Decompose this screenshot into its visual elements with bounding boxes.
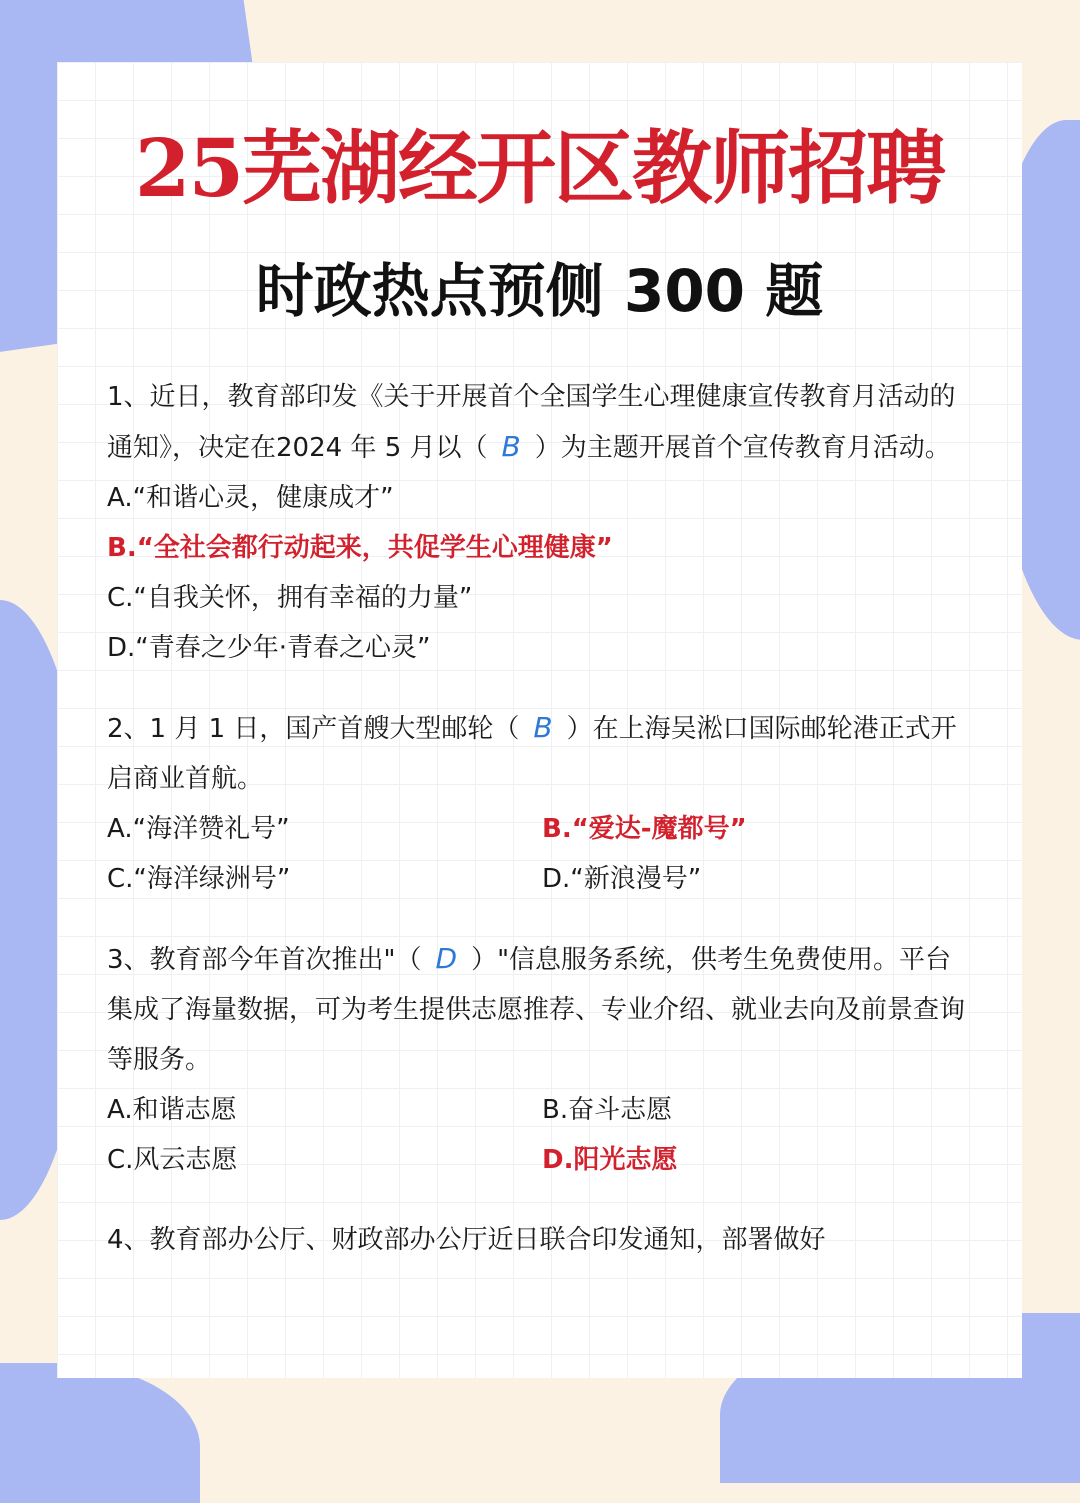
question-1-text-before: 1、近日，教育部印发《关于开展首个全国学生心理健康宣传教育月活动的通知》，决定在2024 年 5 月以（ <box>107 382 956 463</box>
handwritten-answer-2: B <box>533 711 553 744</box>
question-2-option-b-correct: B.“爱达-魔都号” <box>542 814 747 844</box>
question-3-option-d-correct: D.阳光志愿 <box>542 1145 678 1175</box>
spacer <box>107 1185 977 1215</box>
question-2-text-before: 2、1 月 1 日，国产首艘大型邮轮（ <box>107 714 520 744</box>
question-3-text-before: 3、教育部今年首次推出"（ <box>107 945 422 975</box>
question-3-option-a: A.和谐志愿 <box>107 1095 237 1125</box>
question-3-option-b: B.奋斗志愿 <box>542 1095 673 1125</box>
page-subtitle: 时政热点预侧 300 题 <box>255 257 824 325</box>
question-2-option-c: C.“海洋绿洲号” <box>107 864 291 894</box>
question-1-option-b-correct: B.“全社会都行动起来，共促学生心理健康” <box>107 533 613 563</box>
question-3-text-after: ）"信息服务系统，供考生免费使用。平台集成了海量数据，可为考生提供志愿推荐、专业介绍、就业去向及前景查询等服务。 <box>107 945 966 1075</box>
spacer <box>107 904 977 934</box>
question-3-option-c: C.风云志愿 <box>107 1145 238 1175</box>
question-sheet <box>57 62 1022 1378</box>
question-list <box>107 372 977 1265</box>
question-2-option-d: D.“新浪漫号” <box>542 864 702 894</box>
question-1-option-c: C.“自我关怀，拥有幸福的力量” <box>107 583 473 613</box>
handwritten-answer-3: D <box>435 942 458 975</box>
question-4-stem: 4、教育部办公厅、财政部办公厅近日联合印发通知，部署做好 <box>107 1225 826 1255</box>
decor-blob-bottom-left <box>0 1363 200 1503</box>
question-3-options-row-1 <box>107 1085 977 1135</box>
question-3-options-row-2 <box>107 1135 977 1185</box>
question-2-options-row-1 <box>107 804 977 854</box>
question-3-stem <box>107 934 977 1085</box>
question-1-stem <box>107 372 977 473</box>
handwritten-answer-1: B <box>501 430 521 463</box>
question-2-options-row-2 <box>107 854 977 904</box>
page-title: 25芜湖经开区教师招聘 <box>134 121 945 215</box>
question-1-text-after: ）为主题开展首个宣传教育月活动。 <box>534 433 951 463</box>
question-1-option-a: A.“和谐心灵，健康成才” <box>107 483 394 513</box>
question-1-option-d: D.“青春之少年·青春之心灵” <box>107 633 431 663</box>
question-2-stem <box>107 703 977 804</box>
question-2-text-after: ）在上海吴淞口国际邮轮港正式开启商业首航。 <box>107 714 957 794</box>
question-2-option-a: A.“海洋赞礼号” <box>107 814 290 844</box>
spacer <box>107 673 977 703</box>
